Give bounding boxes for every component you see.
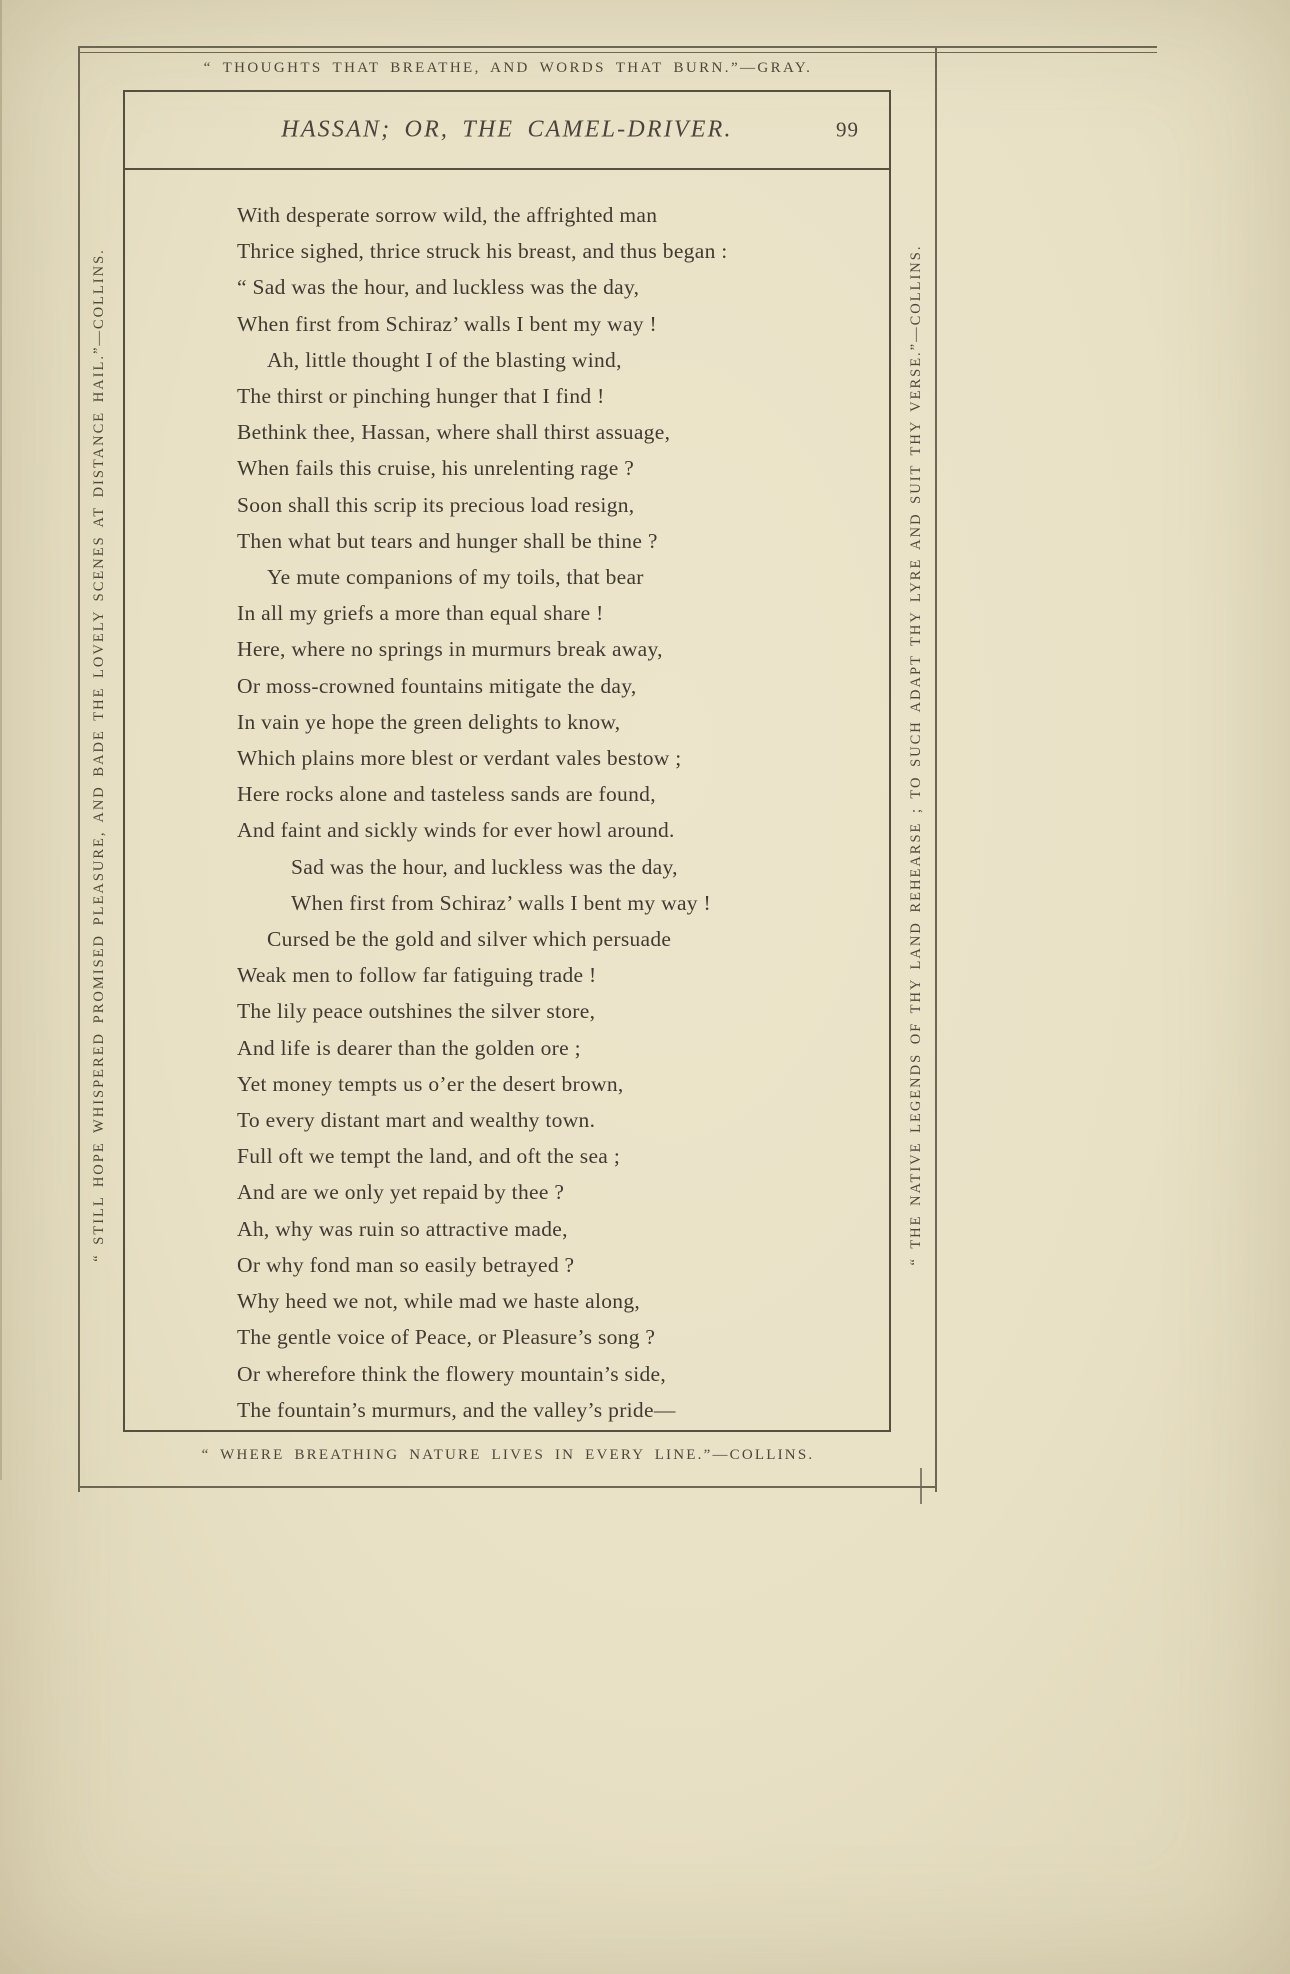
left-margin-quote: “ STILL HOPE WHISPERED PROMISED PLEASURE, AND BADE THE LOVELY SCENES AT DISTANCE HAIL.”—COLLINS. xyxy=(91,248,107,1262)
poem-line: With desperate sorrow wild, the affrighted man xyxy=(237,203,658,227)
header-quote: “ THOUGHTS THAT BREATHE, AND WORDS THAT BURN.”—GRAY. xyxy=(203,60,813,76)
poem-line: Bethink thee, Hassan, where shall thirst assuage, xyxy=(237,420,671,445)
poem-line: In all my griefs a more than equal share ! xyxy=(237,601,604,626)
poem-line: Yet money tempts us o’er the desert brown, xyxy=(237,1071,624,1096)
frame-right-rule xyxy=(935,46,937,1492)
poem-line: Soon shall this scrip its precious load resign, xyxy=(237,492,635,517)
poem-line: And are we only yet repaid by thee ? xyxy=(237,1180,565,1205)
top-double-rule-thick xyxy=(78,46,1157,48)
poem-line: “ Sad was the hour, and luckless was the day, xyxy=(237,275,640,300)
frame-corner-tick xyxy=(920,1468,922,1504)
text-frame xyxy=(123,90,891,1432)
poem-line: The gentle voice of Peace, or Pleasure’s song ? xyxy=(237,1325,656,1350)
poem-line: And faint and sickly winds for ever howl around. xyxy=(237,818,675,843)
poem-line: Then what but tears and hunger shall be thine ? xyxy=(237,528,658,553)
poem-line: The fountain’s murmurs, and the valley’s pride— xyxy=(237,1397,676,1422)
poem-line: In vain ye hope the green delights to know, xyxy=(237,709,621,734)
poem-line: And life is dearer than the golden ore ; xyxy=(237,1035,581,1060)
title-row xyxy=(125,92,889,170)
poem-line: Sad was the hour, and luckless was the day, xyxy=(291,854,678,879)
poem-line: To every distant mart and wealthy town. xyxy=(237,1108,596,1133)
top-double-rule-thin xyxy=(78,52,1157,53)
footer-quote: “ WHERE BREATHING NATURE LIVES IN EVERY LINE.”—COLLINS. xyxy=(201,1447,815,1463)
poem-line: Ah, why was ruin so attractive made, xyxy=(237,1216,568,1241)
right-margin-quote: “ THE NATIVE LEGENDS OF THY LAND REHEARSE ; TO SUCH ADAPT THY LYRE AND SUIT THY VERSE.”—COLLINS. xyxy=(908,244,924,1266)
poem-line: Thrice sighed, thrice struck his breast, and thus began : xyxy=(237,239,728,264)
poem-line: Ah, little thought I of the blasting wind, xyxy=(267,347,622,372)
poem-line: Full oft we tempt the land, and oft the sea ; xyxy=(237,1144,621,1169)
page-title: HASSAN; OR, THE CAMEL-DRIVER. xyxy=(281,116,733,143)
poem-line: The thirst or pinching hunger that I find ! xyxy=(237,384,605,409)
page-number: 99 xyxy=(836,117,859,142)
poem-line: When fails this cruise, his unrelenting rage ? xyxy=(237,456,635,481)
poem-line: Or why fond man so easily betrayed ? xyxy=(237,1252,575,1277)
poem-line: Weak men to follow far fatiguing trade ! xyxy=(237,963,597,988)
poem-line: The lily peace outshines the silver store, xyxy=(237,999,596,1024)
poem-line: Why heed we not, while mad we haste along, xyxy=(237,1289,641,1314)
poem-line: Or moss-crowned fountains mitigate the day, xyxy=(237,673,637,698)
poem-line: Ye mute companions of my toils, that bear xyxy=(267,565,644,590)
poem-line: Here, where no springs in murmurs break away, xyxy=(237,637,663,662)
page-edge-shadow xyxy=(0,0,2,1480)
poem-line: When first from Schiraz’ walls I bent my way ! xyxy=(291,890,711,915)
poem-line: Cursed be the gold and silver which persuade xyxy=(267,927,672,952)
poem-line: Which plains more blest or verdant vales bestow ; xyxy=(237,746,682,771)
poem-body xyxy=(125,170,889,1428)
poem-line: Here rocks alone and tasteless sands are found, xyxy=(237,782,656,807)
poem-line: Or wherefore think the flowery mountain’s side, xyxy=(237,1361,667,1386)
frame-bottom-rule xyxy=(78,1486,937,1488)
poem-line: When first from Schiraz’ walls I bent my way ! xyxy=(237,311,657,336)
frame-left-rule xyxy=(78,46,80,1492)
